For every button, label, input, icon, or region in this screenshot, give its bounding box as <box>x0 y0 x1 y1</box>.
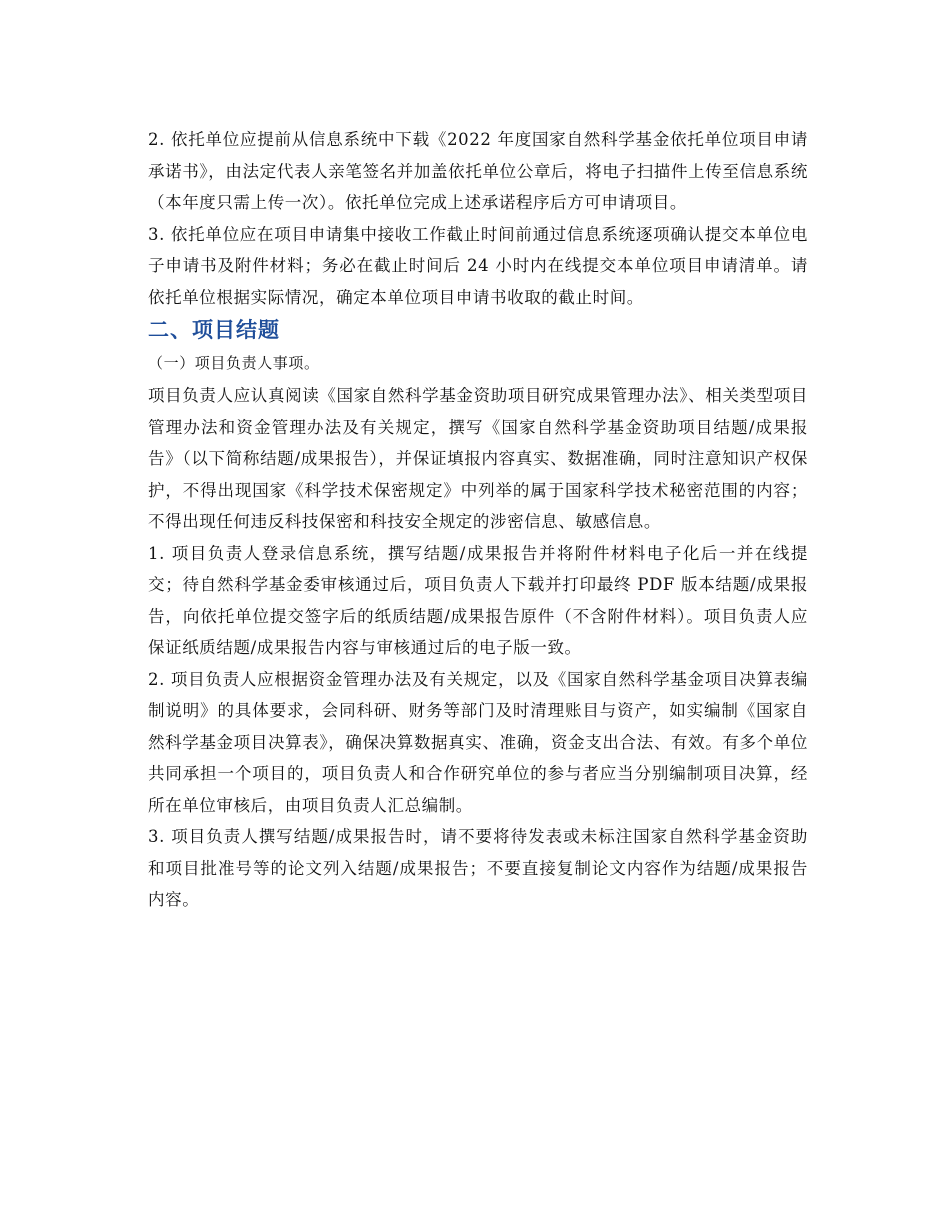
subsection-heading-pi-matters: （一）项目负责人事项。 <box>148 354 320 372</box>
paragraph-pi-intro: 项目负责人应认真阅读《国家自然科学基金资助项目研究成果管理办法》、相关类型项目管理办法和资金管理办法及有关规定，撰写《国家自然科学基金资助项目结题/成果报告》（以下简称结题/成果报告），并保证填报内容真实、数据准确，同时注意知识产权保护，不得出现国家《科学技术保密规定》中列举的属于国家科学技术秘密范围的内容；不得出现任何违反科技保密和科技安全规定的涉密信息、敏感信息。 <box>148 386 808 531</box>
document-body <box>148 124 808 916</box>
paragraph-item-3: 3. 项目负责人撰写结题/成果报告时，请不要将待发表或未标注国家自然科学基金资助和项目批准号等的论文列入结题/成果报告；不要直接复制论文内容作为结题/成果报告内容。 <box>148 827 808 909</box>
paragraph-item-2: 2. 项目负责人应根据资金管理办法及有关规定，以及《国家自然科学基金项目决算表编制说明》的具体要求，会同科研、财务等部门及时清理账目与资产，如实编制《国家自然科学基金项目决算表》，确保决算数据真实、准确，资金支出合法、有效。有多个单位共同承担一个项目的，项目负责人和合作研究单位的参与者应当分别编制项目决算，经所在单位审核后，由项目负责人汇总编制。 <box>148 669 808 815</box>
section-heading-project-closure: 二、项目结题 <box>148 318 280 342</box>
paragraph-commitment-upload: 2. 依托单位应提前从信息系统中下载《2022 年度国家自然科学基金依托单位项目申请承诺书》，由法定代表人亲笔签名并加盖依托单位公章后，将电子扫描件上传至信息系统（本年度只需上传一次）。依托单位完成上述承诺程序后方可申请项目。 <box>148 130 808 212</box>
paragraph-item-1: 1. 项目负责人登录信息系统，撰写结题/成果报告并将附件材料电子化后一并在线提交；待自然科学基金委审核通过后，项目负责人下载并打印最终 PDF 版本结题/成果报告，向依托单位提交签字后的纸质结题/成果报告原件（不含附件材料）。项目负责人应保证纸质结题/成果报告内容与审核通过后的电子版一致。 <box>148 543 808 657</box>
paragraph-submission-deadline: 3. 依托单位应在项目申请集中接收工作截止时间前通过信息系统逐项确认提交本单位电子申请书及附件材料；务必在截止时间后 24 小时内在线提交本单位项目申请清单。请依托单位根据实际情况，确定本单位项目申请书收取的截止时间。 <box>148 224 808 307</box>
